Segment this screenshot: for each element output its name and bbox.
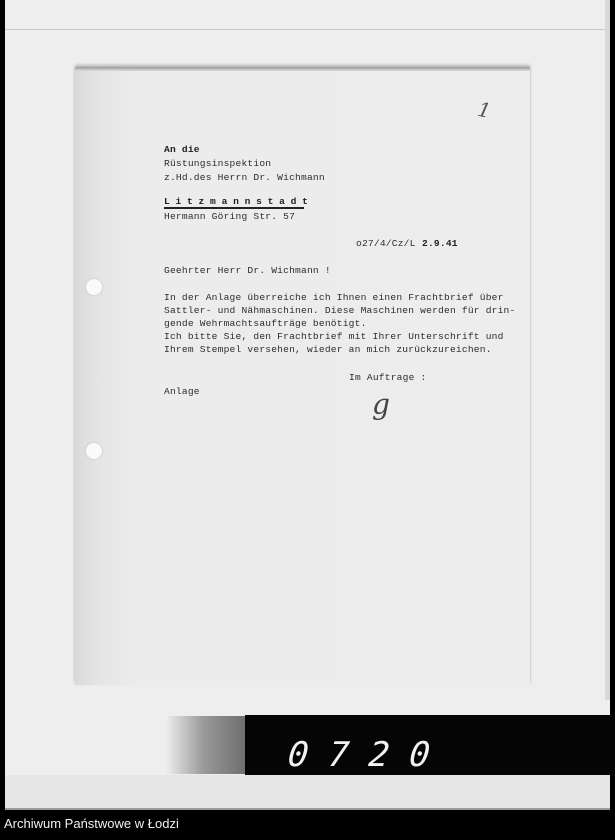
scan-bottom-strip: [5, 775, 610, 810]
body-line: Ich bitte Sie, den Frachtbrief mit Ihrer Unterschrift und: [164, 331, 504, 342]
body-line: Ihrem Stempel versehen, wieder an mich zurückzureichen.: [164, 344, 492, 355]
archive-name: Archiwum Państwowe w Łodzi: [4, 816, 179, 831]
punch-hole-top: [86, 279, 102, 295]
scan-divider: [5, 29, 605, 30]
body-line: Sattler- und Nähmaschinen. Diese Maschinen werden für drin-: [164, 305, 516, 316]
body-line: gende Wehrmachtsaufträge benötigt.: [164, 318, 367, 329]
punch-hole-bottom: [86, 443, 102, 459]
counter-shadow: [165, 716, 250, 774]
street-address: Hermann Göring Str. 57: [164, 211, 296, 222]
letter-page-edge: [75, 67, 530, 71]
city-name: L i t z m a n n s t a d t: [164, 196, 308, 207]
recipient-line-3: z.Hd.des Herrn Dr. Wichmann: [164, 172, 325, 183]
handwritten-signature: g: [372, 388, 390, 421]
reference-code: o27/4/Cz/L: [356, 238, 416, 249]
enclosure-label: Anlage: [164, 386, 200, 397]
recipient-line-1: An die: [164, 144, 200, 155]
recipient-line-2: Rüstungsinspektion: [164, 158, 272, 169]
letter-page: [75, 67, 530, 685]
salutation: Geehrter Herr Dr. Wichmann !: [164, 265, 331, 276]
closing-phrase: Im Auftrage :: [349, 372, 427, 383]
letter-date: 2.9.41: [422, 238, 458, 249]
scan-edge: [605, 0, 610, 700]
city-underline: [164, 207, 304, 209]
page-number: 1: [475, 96, 494, 124]
body-line: In der Anlage überreiche ich Ihnen einen Frachtbrief über: [164, 292, 504, 303]
frame-counter: 0720: [285, 735, 452, 775]
